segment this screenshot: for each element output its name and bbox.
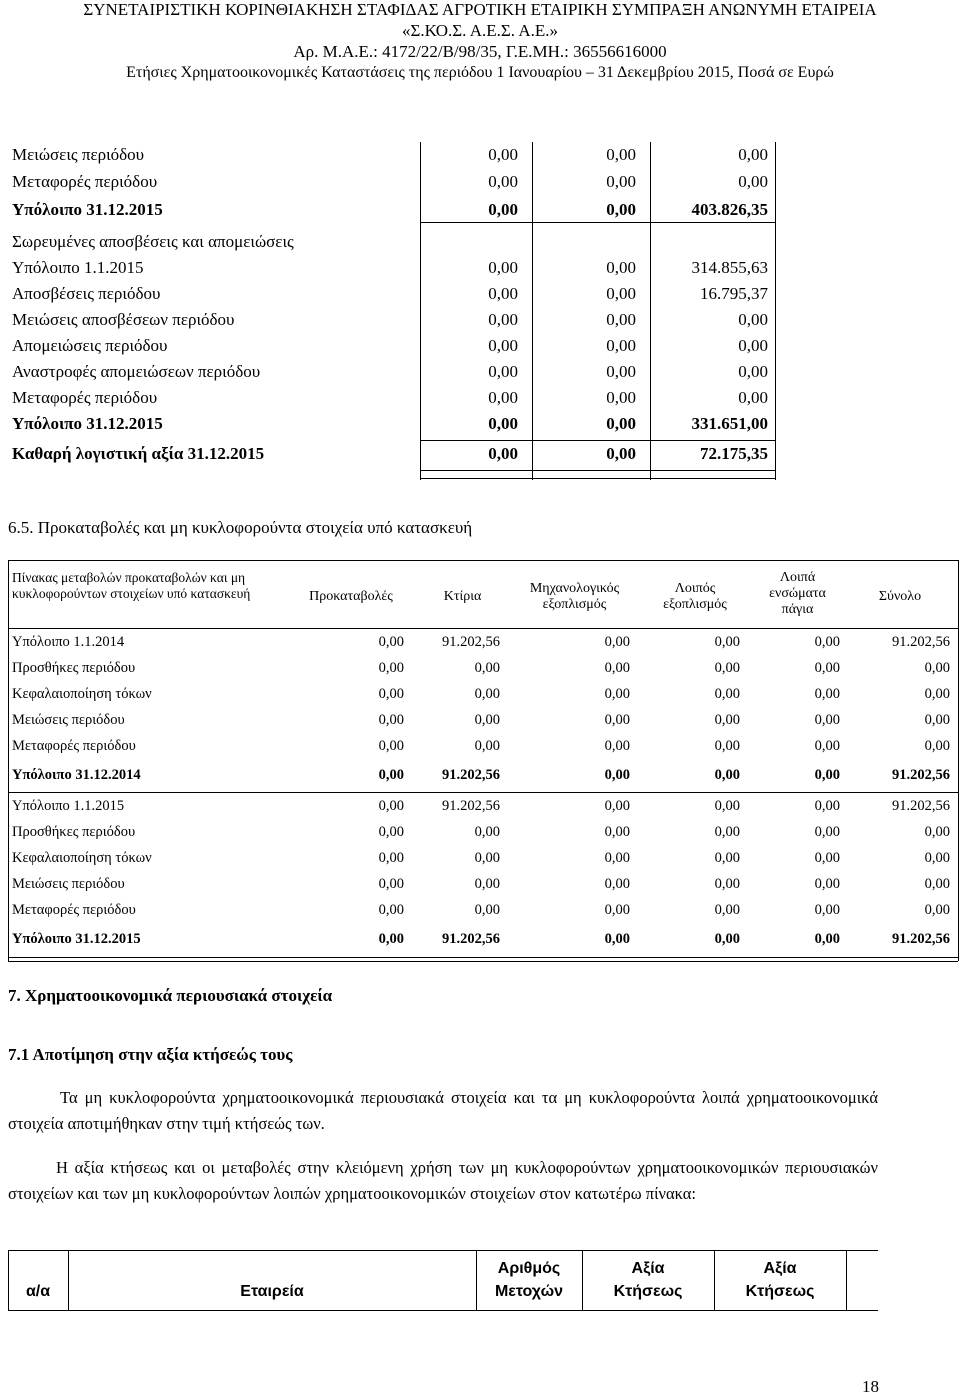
table3-vline <box>8 1250 9 1310</box>
table2-cell: 0,00 <box>474 660 500 676</box>
table2-rule <box>8 560 9 961</box>
table2-cell: 0,00 <box>474 850 500 866</box>
table1-cell: 0,00 <box>738 310 768 329</box>
table1-cell: 16.795,37 <box>700 284 768 303</box>
table1-cell: 0,00 <box>606 145 636 164</box>
table2-cell: 0,00 <box>604 876 630 892</box>
table3-col-value1-top: Αξία <box>631 1260 665 1277</box>
table1-cell: 403.826,35 <box>691 200 768 219</box>
table2-cell: 0,00 <box>378 634 404 650</box>
table2-cell: 0,00 <box>378 738 404 754</box>
table1-cell: 0,00 <box>606 172 636 191</box>
table1-row-label: Σωρευμένες αποσβέσεις και απομειώσεις <box>12 232 294 251</box>
table1-cell: 0,00 <box>488 414 518 433</box>
col-header-other-equipment: Λοιπός εξοπλισμός <box>663 581 727 612</box>
col-header-advances: Προκαταβολές <box>309 589 393 604</box>
table2-row-label: Υπόλοιπο 1.1.2015 <box>12 798 125 814</box>
table2-cell: 0,00 <box>474 876 500 892</box>
table2-row-label: Μειώσεις περιόδου <box>12 712 125 728</box>
table2-cell: 0,00 <box>814 931 840 947</box>
table1-cell: 331.651,00 <box>691 414 768 433</box>
table2-cell: 0,00 <box>814 767 840 783</box>
paragraph-2: Η αξία κτήσεως και οι μεταβολές στην κλειόμενη χρήση των μη κυκλοφορούντων χρηματοοικονομικών περιουσιακών στοιχείων και των μη κυκλοφορούντων λοιπών χρηματοοικονομικών στοιχείων στον κατωτέρω πίνακα: <box>8 1158 878 1203</box>
table2-cell: 0,00 <box>378 798 404 814</box>
section-title-6-5: 6.5. Προκαταβολές και μη κυκλοφορούντα στοιχεία υπό κατασκευή <box>8 518 473 537</box>
table2-cell: 0,00 <box>714 660 740 676</box>
table2-cell: 0,00 <box>604 902 630 918</box>
table2-cell: 0,00 <box>604 767 630 783</box>
table2-cell: 0,00 <box>378 824 404 840</box>
table1-cell: 0,00 <box>606 414 636 433</box>
table1-cell: 0,00 <box>606 444 636 463</box>
table1-row-label: Καθαρή λογιστική αξία 31.12.2015 <box>12 444 265 463</box>
table2-cell: 0,00 <box>474 738 500 754</box>
table1-cell: 0,00 <box>488 444 518 463</box>
table1-row-label: Μεταφορές περιόδου <box>12 172 158 191</box>
table3-col-company: Εταιρεία <box>240 1283 304 1300</box>
section-title-7-1: 7.1 Αποτίμηση στην αξία κτήσεώς τους <box>8 1045 293 1064</box>
table3-col-value2-bottom: Κτήσεως <box>745 1283 815 1300</box>
table1-row-label: Αποσβέσεις περιόδου <box>12 284 161 303</box>
table2-cell: 0,00 <box>714 686 740 702</box>
table2-row-label: Μειώσεις περιόδου <box>12 876 125 892</box>
table1-cell: 0,00 <box>606 336 636 355</box>
table1-cell: 0,00 <box>488 145 518 164</box>
table2-cell: 0,00 <box>378 850 404 866</box>
table2-cell: 91.202,56 <box>892 931 950 947</box>
table1-row-label: Υπόλοιπο 31.12.2015 <box>12 200 163 219</box>
table2-cell: 0,00 <box>924 902 950 918</box>
table1-row-label: Υπόλοιπο 1.1.2015 <box>12 258 144 277</box>
table3-col-value2-top: Αξία <box>763 1260 797 1277</box>
table2-cell: 0,00 <box>604 738 630 754</box>
table3-vline <box>68 1250 69 1310</box>
col-header-total: Σύνολο <box>878 589 922 604</box>
paragraph-1: Τα μη κυκλοφορούντα χρηματοοικονομικά περιουσιακά στοιχεία και τα μη κυκλοφορούντα λοιπά χρηματοοικονομικά στοιχεία αποτιμήθηκαν στην τιμή κτήσεώς των. <box>8 1088 878 1133</box>
table2-cell: 0,00 <box>604 798 630 814</box>
table2-cell: 0,00 <box>714 931 740 947</box>
table2-cell: 0,00 <box>474 686 500 702</box>
table2-rule <box>958 560 959 961</box>
table2-cell: 0,00 <box>924 738 950 754</box>
table2-cell: 0,00 <box>924 824 950 840</box>
table2-rule <box>8 957 958 958</box>
table2-cell: 0,00 <box>474 824 500 840</box>
table2-cell: 0,00 <box>378 902 404 918</box>
table2-cell: 0,00 <box>924 850 950 866</box>
table2-row-label: Υπόλοιπο 31.12.2014 <box>12 767 141 783</box>
table2-cell: 0,00 <box>714 712 740 728</box>
table1-cell: 0,00 <box>606 310 636 329</box>
table1-row-label: Μειώσεις αποσβέσεων περιόδου <box>12 310 235 329</box>
table1-cell: 0,00 <box>606 284 636 303</box>
table-header-first: Πίνακας μεταβολών προκαταβολών και μη κυκλοφορούντων στοιχείων υπό κατασκευή <box>12 570 251 601</box>
table2-cell: 91.202,56 <box>442 798 500 814</box>
registration-numbers: Αρ. Μ.Α.Ε.: 4172/22/Β/98/35, Γ.Ε.ΜΗ.: 36556616000 <box>293 42 667 61</box>
table2-cell: 91.202,56 <box>442 931 500 947</box>
table2-cell: 91.202,56 <box>442 634 500 650</box>
company-short-name: «Σ.ΚΟ.Σ. Α.Ε.Σ. Α.Ε.» <box>401 21 558 40</box>
table2-cell: 0,00 <box>604 931 630 947</box>
table2-cell: 0,00 <box>714 634 740 650</box>
table2-cell: 0,00 <box>604 686 630 702</box>
table2-cell: 0,00 <box>714 876 740 892</box>
table2-row-label: Προσθήκες περιόδου <box>12 660 136 676</box>
col-header-other-tangible: Λοιπά ενσώματα πάγια <box>769 570 826 617</box>
table2-cell: 0,00 <box>924 686 950 702</box>
table3-top-rule <box>8 1250 878 1251</box>
table2-cell: 0,00 <box>604 634 630 650</box>
table2-cell: 0,00 <box>378 931 404 947</box>
table1-cell: 72.175,35 <box>700 444 768 463</box>
table2-cell: 0,00 <box>378 660 404 676</box>
table3-vline <box>846 1250 847 1310</box>
table1-cell: 0,00 <box>738 172 768 191</box>
table2-cell: 0,00 <box>378 686 404 702</box>
table1-cell: 0,00 <box>488 362 518 381</box>
table2-cell: 0,00 <box>814 850 840 866</box>
table2-rule <box>8 792 958 793</box>
col-header-machinery: Μηχανολογικός εξοπλισμός <box>529 581 620 612</box>
table1-cell: 0,00 <box>606 258 636 277</box>
table1-cell: 0,00 <box>488 336 518 355</box>
table2-row-label: Υπόλοιπο 31.12.2015 <box>12 931 141 947</box>
table2-cell: 0,00 <box>814 634 840 650</box>
table2-cell: 0,00 <box>814 686 840 702</box>
table2-cell: 0,00 <box>714 850 740 866</box>
section-title-7: 7. Χρηματοοικονομικά περιουσιακά στοιχεία <box>8 986 333 1005</box>
table2-cell: 0,00 <box>924 712 950 728</box>
table1-row-label: Μεταφορές περιόδου <box>12 388 158 407</box>
table2-row-label: Υπόλοιπο 1.1.2014 <box>12 634 125 650</box>
table2-row-label: Μεταφορές περιόδου <box>12 738 136 754</box>
table1-cell: 314.855,63 <box>691 258 768 277</box>
table2-cell: 0,00 <box>604 712 630 728</box>
table2-cell: 91.202,56 <box>892 634 950 650</box>
table1-cell: 0,00 <box>738 145 768 164</box>
table2-cell: 0,00 <box>814 738 840 754</box>
table2-rule <box>8 560 958 561</box>
table2-cell: 91.202,56 <box>892 767 950 783</box>
table1-cell: 0,00 <box>606 200 636 219</box>
col-header-buildings: Κτίρια <box>443 589 482 604</box>
table2-row-label: Προσθήκες περιόδου <box>12 824 136 840</box>
table2-cell: 0,00 <box>378 876 404 892</box>
table2-cell: 0,00 <box>714 738 740 754</box>
table1-cell: 0,00 <box>488 284 518 303</box>
table3-col-shares-top: Αριθμός <box>497 1260 561 1277</box>
table3-vline <box>582 1250 583 1310</box>
table1-cell: 0,00 <box>738 336 768 355</box>
table2-cell: 0,00 <box>378 712 404 728</box>
table1-row-label: Υπόλοιπο 31.12.2015 <box>12 414 163 433</box>
table2-rule <box>8 628 958 629</box>
table2-cell: 0,00 <box>604 824 630 840</box>
table2-cell: 0,00 <box>814 876 840 892</box>
table3-col-shares-bottom: Μετοχών <box>494 1283 564 1300</box>
table2-cell: 0,00 <box>378 767 404 783</box>
table2-cell: 0,00 <box>714 798 740 814</box>
table1-cell: 0,00 <box>488 200 518 219</box>
table1-row-label: Μειώσεις περιόδου <box>12 145 145 164</box>
table1-cell: 0,00 <box>488 258 518 277</box>
table1-row-label: Αναστροφές απομειώσεων περιόδου <box>12 362 261 381</box>
table2-row-label: Μεταφορές περιόδου <box>12 902 136 918</box>
table3-vline <box>714 1250 715 1310</box>
table2-cell: 91.202,56 <box>892 798 950 814</box>
table1-cell: 0,00 <box>488 310 518 329</box>
table2-cell: 0,00 <box>814 798 840 814</box>
table1-row-label: Απομειώσεις περιόδου <box>12 336 168 355</box>
company-name: ΣΥΝΕΤΑΙΡΙΣΤΙΚΗ ΚΟΡΙΝΘΙΑΚΗΣΗ ΣΤΑΦΙΔΑΣ ΑΓΡΟΤΙΚΗ ΕΤΑΙΡΙΚΗ ΣΥΜΠΡΑΞΗ ΑΝΩΝΥΜΗ ΕΤΑΙΡΕΙΑ <box>83 0 877 19</box>
table2-cell: 0,00 <box>814 660 840 676</box>
table2-cell: 0,00 <box>714 824 740 840</box>
table1-cell: 0,00 <box>738 362 768 381</box>
table2-cell: 91.202,56 <box>442 767 500 783</box>
table3-col-value1-bottom: Κτήσεως <box>613 1283 683 1300</box>
table2-cell: 0,00 <box>814 712 840 728</box>
table1-cell: 0,00 <box>488 388 518 407</box>
table1-cell: 0,00 <box>606 388 636 407</box>
table3-col-aa: α/α <box>25 1283 51 1300</box>
table1-cell: 0,00 <box>738 388 768 407</box>
table3-vline <box>476 1250 477 1310</box>
table2-row-label: Κεφαλαιοποίηση τόκων <box>12 850 152 866</box>
table2-cell: 0,00 <box>604 850 630 866</box>
table1-cell: 0,00 <box>606 362 636 381</box>
table2-cell: 0,00 <box>924 660 950 676</box>
table2-cell: 0,00 <box>924 876 950 892</box>
table1-cell: 0,00 <box>488 172 518 191</box>
page-number: 18 <box>862 1377 879 1396</box>
table3-bottom-rule <box>8 1310 878 1311</box>
table2-rule <box>8 961 958 962</box>
table2-row-label: Κεφαλαιοποίηση τόκων <box>12 686 152 702</box>
table2-cell: 0,00 <box>474 712 500 728</box>
table2-cell: 0,00 <box>814 824 840 840</box>
table2-cell: 0,00 <box>714 902 740 918</box>
report-period: Ετήσιες Χρηματοοικονομικές Καταστάσεις της περιόδου 1 Ιανουαρίου – 31 Δεκεμβρίου 2015, Ποσά σε Ευρώ <box>126 64 834 81</box>
table2-cell: 0,00 <box>604 660 630 676</box>
table2-cell: 0,00 <box>714 767 740 783</box>
table2-cell: 0,00 <box>814 902 840 918</box>
table2-cell: 0,00 <box>474 902 500 918</box>
